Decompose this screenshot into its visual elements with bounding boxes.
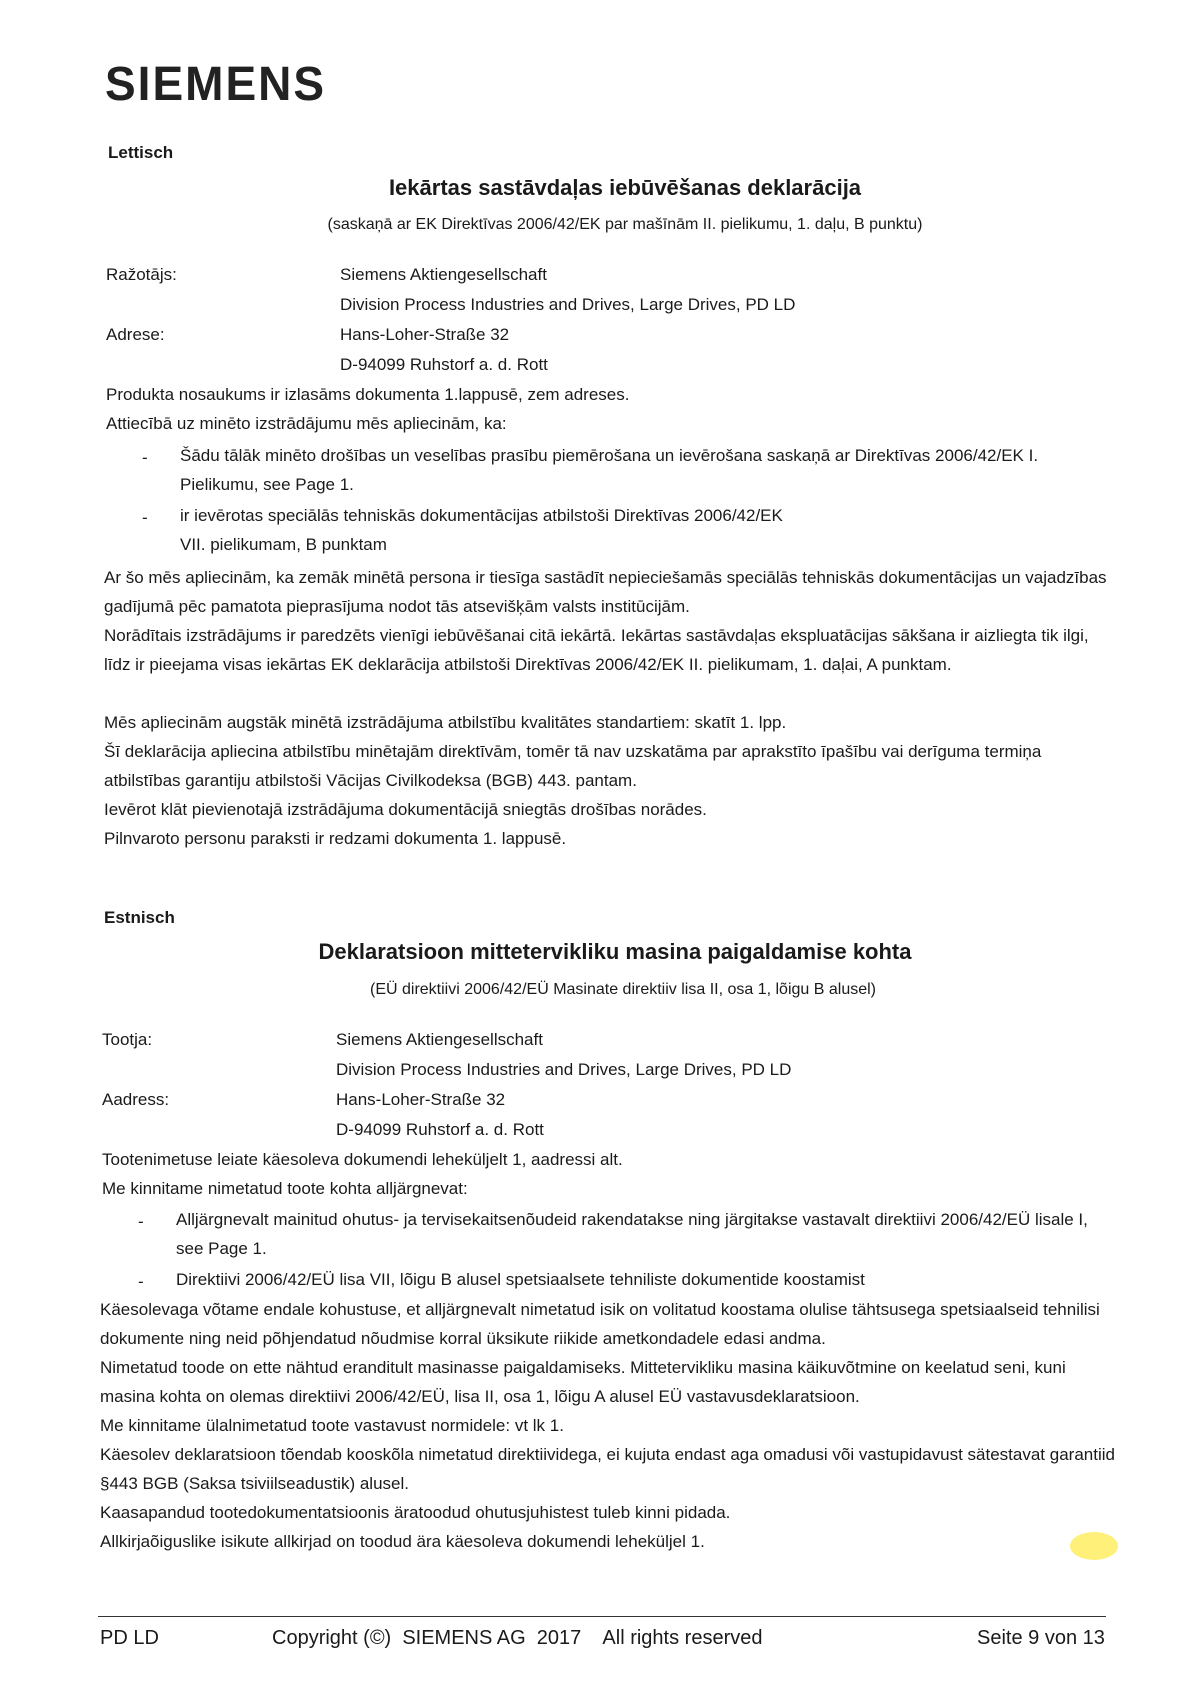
estonian-paragraph-7: Kaasapandud tootedokumentatsioonis äratoodud ohutusjuhistest tuleb kinni pidada.: [100, 1503, 731, 1522]
estonian-subtitle: (EÜ direktiivi 2006/42/EÜ Masinate direktiiv lisa II, osa 1, lõigu B alusel): [370, 981, 876, 998]
latvian-paragraph-5: Mēs apliecinām augstāk minētā izstrādājuma atbilstību kvalitātes standartiem: skatīt 1. lpp.: [104, 713, 787, 732]
estonian-bullet-2: Direktiivi 2006/42/EÜ lisa VII, lõigu B alusel spetsiaalsete tehniliste dokumentide koostamist: [176, 1270, 865, 1289]
estonian-bullet-1: Alljärgnevalt mainitud ohutus- ja tervisekaitsenõudeid rakendatakse ning järgitakse vastavalt direktiivi 2006/42/EÜ lisale I, see Page 1.: [176, 1210, 1088, 1258]
estonian-paragraph-4: Nimetatud toode on ette nähtud eranditult masinasse paigaldamiseks. Mittetervikliku masina käikuvõtmine on keelatud seni, kuni masina kohta on olemas direktiivi 2006/42/EÜ, lisa II, osa 1, lõigu A alusel EÜ vastavusdeklaratsioon.: [100, 1358, 1066, 1406]
highlighter-mark: [1070, 1532, 1118, 1560]
footer-divider: [98, 1616, 1106, 1617]
latvian-address-label: Adrese:: [106, 325, 165, 344]
latvian-subtitle: (saskaņā ar EK Direktīvas 2006/42/EK par mašīnām II. pielikumu, 1. daļu, B punktu): [327, 216, 923, 233]
latvian-paragraph-3: Ar šo mēs apliecinām, ka zemāk minētā persona ir tiesīga sastādīt nepieciešamās speciālās tehniskās dokumentācijas un vajadzības gadījumā pēc pamatota pieprasījuma nodot tās atsevišķām valsts institūcijām.: [104, 568, 1107, 616]
estonian-bullet-dash-1: -: [138, 1212, 144, 1231]
latvian-manufacturer-line1: Siemens Aktiengesellschaft: [340, 265, 547, 284]
estonian-paragraph-8: Allkirjaõiguslike isikute allkirjad on toodud ära käesoleva dokumendi leheküljel 1.: [100, 1532, 705, 1551]
estonian-title: Deklaratsioon mittetervikliku masina paigaldamise kohta: [318, 939, 912, 964]
latvian-paragraph-1: Produkta nosaukums ir izlasāms dokumenta 1.lappusē, zem adreses.: [106, 385, 630, 404]
latvian-paragraph-2: Attiecībā uz minēto izstrādājumu mēs apliecinām, ka:: [106, 414, 507, 433]
latvian-address-line2: D-94099 Ruhstorf a. d. Rott: [340, 355, 548, 374]
latvian-manufacturer-label: Ražotājs:: [106, 265, 177, 284]
latvian-paragraph-4: Norādītais izstrādājums ir paredzēts vienīgi iebūvēšanai citā iekārtā. Iekārtas sastāvdaļas ekspluatācijas sākšana ir aizliegta tik ilgi, līdz ir pieejama visas iekārtas EK deklarācija atbilstoši Direktīvas 2006/42/EK II. pielikumam, 1. daļai, A punktam.: [104, 626, 1089, 674]
latvian-paragraph-6: Šī deklarācija apliecina atbilstību minētajām direktīvām, tomēr tā nav uzskatāma par aprakstīto īpašību vai derīguma termiņa atbilstības garantiju atbilstoši Vācijas Civilkodeksa (BGB) 443. pantam.: [104, 742, 1042, 790]
estonian-paragraph-6: Käesolev deklaratsioon tõendab kooskõla nimetatud direktiividega, ei kujuta endast aga omadusi või vastupidavust sätestavat garantiid §443 BGB (Saksa tsiviilseadustik) alusel.: [100, 1445, 1115, 1493]
estonian-manufacturer-label: Tootja:: [102, 1030, 153, 1049]
latvian-title: Iekārtas sastāvdaļas iebūvēšanas deklarācija: [388, 175, 862, 200]
estonian-bullet-dash-2: -: [138, 1272, 144, 1291]
latvian-bullet-dash-1: -: [142, 448, 148, 467]
estonian-paragraph-1: Tootenimetuse leiate käesoleva dokumendi leheküljelt 1, aadressi alt.: [102, 1150, 623, 1169]
latvian-bullet-2a: ir ievērotas speciālās tehniskās dokumentācijas atbilstoši Direktīvas 2006/42/EK: [180, 506, 783, 525]
estonian-manufacturer-line1: Siemens Aktiengesellschaft: [336, 1030, 543, 1049]
latvian-bullet-2b: VII. pielikumam, B punktam: [180, 535, 387, 554]
estonian-paragraph-5: Me kinnitame ülalnimetatud toote vastavust normidele: vt lk 1.: [100, 1416, 564, 1435]
section-language-latvian: Lettisch: [108, 143, 174, 162]
estonian-paragraph-3: Käesolevaga võtame endale kohustuse, et alljärgnevalt nimetatud isik on volitatud koostama olulise tähtsusega spetsiaalseid tehnilisi dokumente ning neid põhjendatud nõudmise korral üksikute riikide ametkondadele edasi andma.: [100, 1300, 1100, 1348]
latvian-bullet-dash-2: -: [142, 508, 148, 527]
footer-copyright: Copyright (©) SIEMENS AG 2017 All rights reserved: [272, 1627, 763, 1649]
section-language-estonian: Estnisch: [104, 908, 175, 927]
latvian-bullet-1: Šādu tālāk minēto drošības un veselības prasību piemērošana un ievērošana saskaņā ar Direktīvas 2006/42/EK I. Pielikumu, see Page 1.: [180, 446, 1039, 494]
latvian-manufacturer-line2: Division Process Industries and Drives, Large Drives, PD LD: [340, 295, 796, 314]
footer-department: PD LD: [100, 1627, 159, 1649]
estonian-address-label: Aadress:: [102, 1090, 170, 1109]
estonian-address-line2: D-94099 Ruhstorf a. d. Rott: [336, 1120, 544, 1139]
siemens-logo: SIEMENS: [105, 55, 327, 111]
estonian-manufacturer-line2: Division Process Industries and Drives, Large Drives, PD LD: [336, 1060, 792, 1079]
estonian-address-line1: Hans-Loher-Straße 32: [336, 1090, 506, 1109]
estonian-paragraph-2: Me kinnitame nimetatud toote kohta alljärgnevat:: [102, 1179, 468, 1198]
latvian-address-line1: Hans-Loher-Straße 32: [340, 325, 510, 344]
footer-page-number: Seite 9 von 13: [977, 1627, 1105, 1649]
latvian-paragraph-7: Ievērot klāt pievienotajā izstrādājuma dokumentācijā sniegtās drošības norādes.: [104, 800, 707, 819]
latvian-paragraph-8: Pilnvaroto personu paraksti ir redzami dokumenta 1. lappusē.: [104, 829, 567, 848]
